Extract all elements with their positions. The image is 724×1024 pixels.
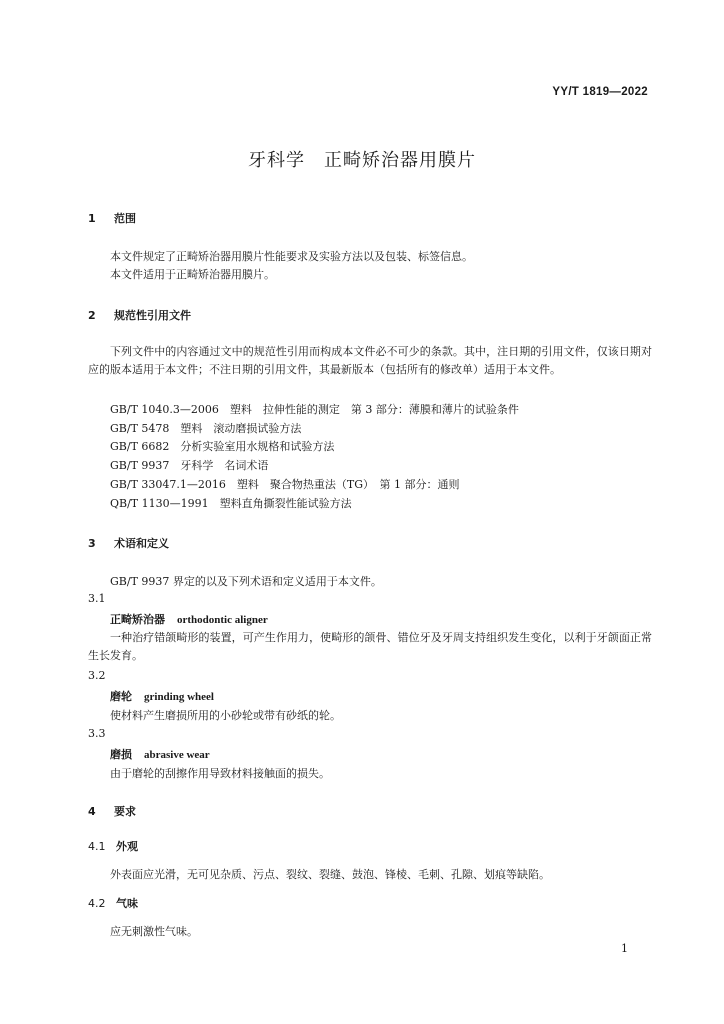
section-title: 规范性引用文件 [114, 309, 191, 322]
reference-item: GB/T 5478 塑料 滚动磨损试验方法 [110, 422, 302, 435]
term-definition: 由于磨轮的刮擦作用导致材料接触面的损失。 [110, 767, 330, 780]
section-1-line-2: 本文件适用于正畸矫治器用膜片。 [110, 268, 275, 281]
subsection-title: 气味 [116, 897, 138, 910]
term-english: grinding wheel [144, 691, 214, 703]
subsection-number: 4.1 [88, 840, 106, 853]
section-number: 3 [88, 537, 96, 550]
subsection-4-1-text: 外表面应光滑，无可见杂质、污点、裂纹、裂缝、鼓泡、锋棱、毛刺、孔隙、划痕等缺陷。 [110, 868, 550, 881]
page-number: 1 [621, 942, 628, 955]
subsection-title: 外观 [116, 840, 138, 853]
section-4-heading [88, 803, 136, 819]
standard-number: YY/T 1819—2022 [552, 86, 648, 98]
term-entry [110, 611, 268, 627]
term-definition: 使材料产生磨损所用的小砂轮或带有砂纸的轮。 [110, 709, 341, 722]
term-chinese: 磨损 [110, 748, 132, 761]
subsection-4-1-heading [88, 838, 138, 854]
term-entry [110, 746, 210, 762]
reference-item: QB/T 1130—1991 塑料直角撕裂性能试验方法 [110, 497, 352, 510]
term-number: 3.3 [88, 727, 106, 740]
section-2-heading [88, 307, 191, 323]
term-number: 3.2 [88, 669, 106, 682]
term-english: orthodontic aligner [177, 614, 268, 626]
term-number: 3.1 [88, 592, 106, 605]
section-1-line-1: 本文件规定了正畸矫治器用膜片性能要求及实验方法以及包装、标签信息。 [110, 250, 473, 263]
subsection-4-2-text: 应无刺激性气味。 [110, 925, 198, 938]
term-definition: 一种治疗错颌畸形的装置，可产生作用力，使畸形的颌骨、错位牙及牙周支持组织发生变化，以利于牙颌面正常生长发育。 [88, 631, 652, 662]
section-title: 范围 [114, 212, 136, 225]
section-number: 1 [88, 212, 96, 225]
subsection-number: 4.2 [88, 897, 106, 910]
term-chinese: 正畸矫治器 [110, 613, 165, 626]
term-chinese: 磨轮 [110, 690, 132, 703]
term-english: abrasive wear [144, 749, 210, 761]
reference-item: GB/T 6682 分析实验室用水规格和试验方法 [110, 440, 335, 453]
section-1-heading [88, 210, 136, 226]
term-entry [110, 688, 214, 704]
section-number: 4 [88, 805, 96, 818]
section-3-heading [88, 535, 169, 551]
reference-item: GB/T 1040.3—2006 塑料 拉伸性能的测定 第 3 部分：薄膜和薄片的试验条件 [110, 403, 519, 416]
reference-item: GB/T 9937 牙科学 名词术语 [110, 459, 269, 472]
section-3-intro: GB/T 9937 界定的以及下列术语和定义适用于本文件。 [110, 575, 382, 588]
section-title: 要求 [114, 805, 136, 818]
section-2-intro: 下列文件中的内容通过文中的规范性引用而构成本文件必不可少的条款。其中，注日期的引用文件，仅该日期对应的版本适用于本文件；不注日期的引用文件，其最新版本（包括所有的修改单）适用于本文件。 [88, 345, 652, 376]
section-title: 术语和定义 [114, 537, 169, 550]
document-title: 牙科学 正畸矫治器用膜片 [248, 150, 476, 171]
reference-item: GB/T 33047.1—2016 塑料 聚合物热重法（TG） 第 1 部分：通则 [110, 478, 460, 491]
subsection-4-2-heading [88, 895, 138, 911]
section-number: 2 [88, 309, 96, 322]
